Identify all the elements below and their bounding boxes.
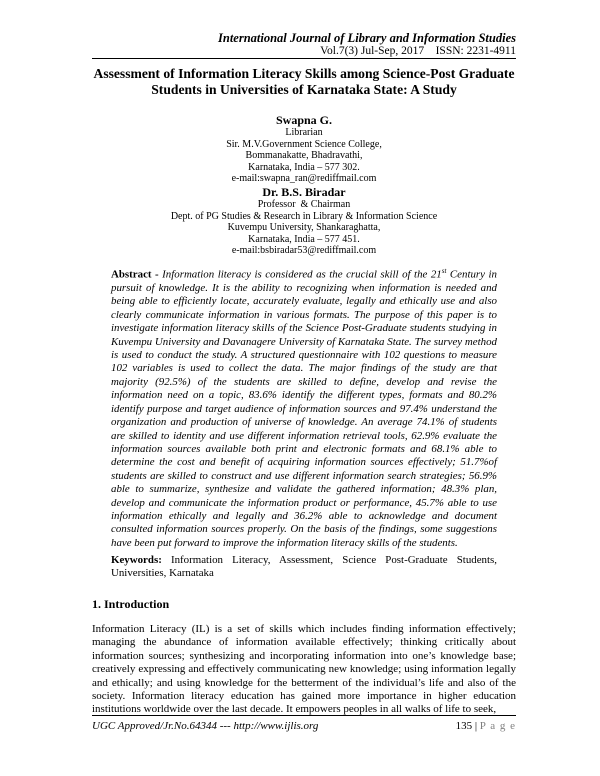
author-role: Librarian	[285, 127, 323, 138]
abstract-text: Century in pursuit of knowledge. It is the ability to recognizing when information is needed and being able to efficiently locate, accurately evaluate, legally and ethically use and also clearly communicate information in various formats. The purpose of this paper is to investigate information literacy skills of the Science Post-Graduate students studying in Kuvempu University and Davanagere University of Karnataka State. The survey method is used to conduct the study. A structured questionnaire with 102 questions to measure 102 variables is used to collect the data. The major findings of the study are that majority (92.5%) of the students are skilled to define, develop and revise the information need on a topic, 83.6% identify the different types, formats and 80.2% identify purpose and target audience of information sources and 97.4% understand the organization and production of universe of knowledge. An average 74.1% of students are skilled to identity and use different information retrieval tools, 62.9% evaluate the information sources available both print and electronic formats and 68.1% able to determine the cost and benefit of acquiring information sources effectively; 51.7%of students are skilled to construct and use different information search strategies; 56.9% able to summarize, synthesize and validate the gathered information; 48.3% plan, develop and communicate the information product or performance, 45.7% able to use information ethically and legally and 36.2% able to acknowledge and document consulted information sources properly. On the basis of the findings, some suggestions have been put forward to improve the information literacy skills of the students.	[111, 268, 497, 549]
intro-paragraph: Information Literacy (IL) is a set of skills which includes finding information effectively; managing the abundance of information available effectively; thinking critically about information sources; synthesizing and incorporating information into one’s knowledge base; creatively expressing and effectively communicating new knowledge; using information legally and ethically; and using knowledge for the betterment of the individual’s life and also of the society. Information literacy education has gained more importance in higher education institutions worldwide over the last decade. It empowers peoples in all walks of life to seek,	[92, 623, 516, 716]
author-block-2	[92, 185, 516, 257]
section-heading: 1. Introduction	[92, 597, 170, 611]
page-separator: |	[472, 720, 480, 732]
author-address: Bommanakatte, Bhadravathi,	[245, 150, 363, 162]
author-address: Karnataka, India – 577 302.	[248, 161, 360, 173]
author-affiliation: Dept. of PG Studies & Research in Library & Information Science	[170, 210, 438, 222]
author-email: e-mail:swapna_ran@rediffmail.com	[231, 173, 377, 185]
abstract-superscript: st	[441, 267, 447, 275]
author-name: Dr. B.S. Biradar	[262, 185, 346, 199]
author-email: e-mail:bsbiradar53@rediffmail.com	[231, 245, 377, 257]
author-role: Professor & Chairman	[257, 199, 351, 210]
author-affiliation: Sir. M.V.Government Science College,	[226, 138, 382, 150]
paper-title: Assessment of Information Literacy Skills among Science-Post Graduate Students in Universities of Karnataka State: A Study	[93, 66, 515, 97]
author-address: Karnataka, India – 577 451.	[248, 233, 360, 245]
footer-citation: UGC Approved/Jr.No.64344 --- http://www.ijlis.org	[92, 720, 319, 732]
volume-issn: Vol.7(3) Jul-Sep, 2017 ISSN: 2231-4911	[320, 45, 516, 57]
page-number-value: 135	[455, 720, 473, 732]
author-block-1	[92, 113, 516, 185]
page-number	[456, 720, 516, 732]
keywords	[111, 554, 497, 581]
author-address: Kuvempu University, Shankaraghatta,	[227, 222, 381, 234]
journal-title: International Journal of Library and Information Studies	[218, 31, 516, 45]
keywords-label: Keywords:	[111, 554, 162, 566]
footer-rule	[92, 715, 516, 716]
abstract-label: Abstract -	[111, 268, 163, 281]
keywords-text: Information Literacy, Assessment, Science Post-Graduate Students, Universities, Karnataka	[111, 554, 497, 580]
abstract	[111, 265, 497, 550]
author-name: Swapna G.	[275, 113, 333, 127]
journal-header	[218, 32, 516, 58]
page-label: P a g e	[479, 720, 516, 732]
header-rule	[92, 58, 516, 59]
abstract-text: Information literacy is considered as the crucial skill of the 21	[162, 268, 442, 281]
